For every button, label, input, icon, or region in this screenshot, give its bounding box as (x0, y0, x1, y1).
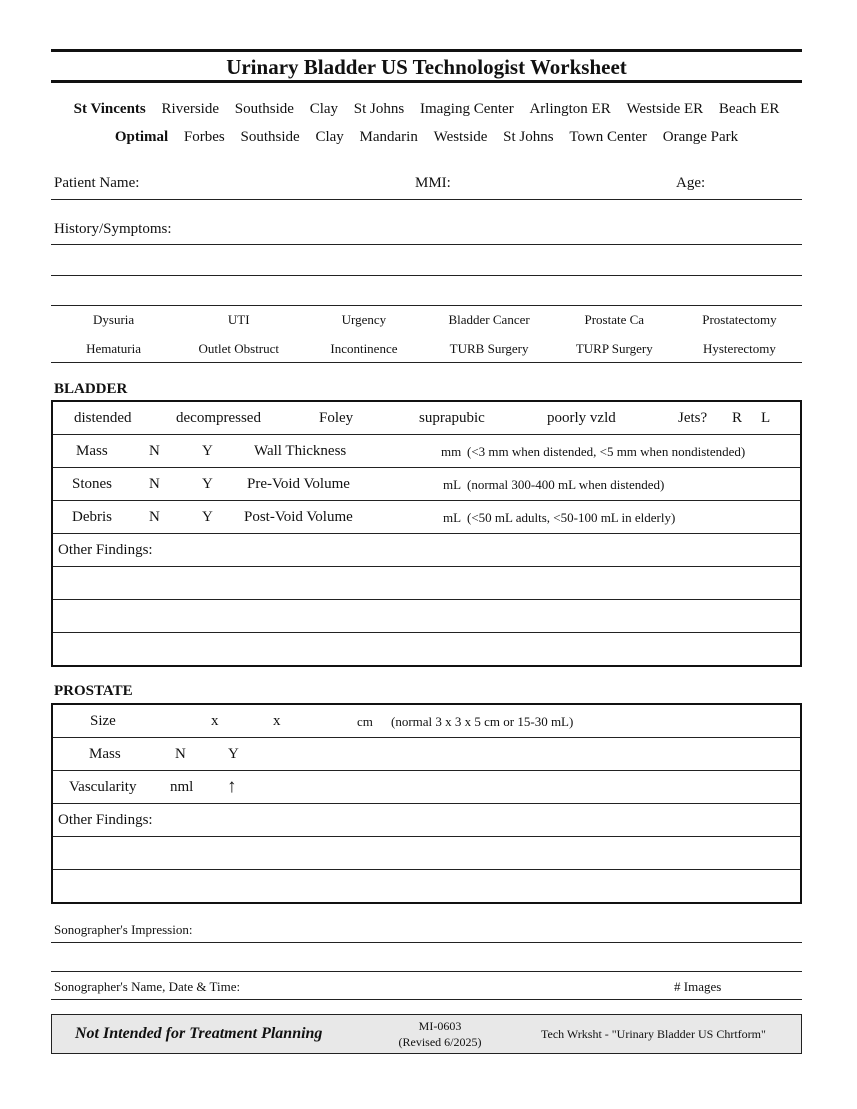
conditions-line (51, 362, 802, 363)
site-row-st-vincents (51, 101, 802, 118)
status-decompressed[interactable]: decompressed (176, 410, 261, 426)
bladder-box (51, 400, 802, 667)
size-x-2: x (273, 713, 281, 729)
history-line-3 (51, 305, 802, 306)
post-void-note: (<50 mL adults, <50-100 mL in elderly) (467, 510, 676, 525)
site-option[interactable]: Westside ER (626, 101, 704, 117)
prostate-size-row (53, 705, 800, 738)
size-note: (normal 3 x 3 x 5 cm or 15-30 mL) (391, 714, 574, 729)
images-count-label: # Images (674, 979, 722, 994)
site-option[interactable]: Town Center (569, 129, 648, 145)
site-option[interactable]: St Johns (503, 129, 554, 145)
arrow-up-icon[interactable]: ↑ (227, 776, 237, 797)
prostate-mass-row (53, 738, 800, 771)
bladder-heading: BLADDER (54, 381, 128, 397)
wall-thickness-unit: mm (441, 444, 462, 459)
footer-revised: (Revised 6/2025) (398, 1035, 482, 1049)
prostate-heading: PROSTATE (54, 683, 133, 699)
history-line-1 (51, 244, 802, 245)
post-void-label: Post-Void Volume (244, 509, 353, 525)
status-suprapubic[interactable]: suprapubic (419, 410, 485, 426)
bladder-blank-row[interactable] (53, 600, 800, 633)
site-option[interactable]: Forbes (183, 129, 225, 145)
footer-disclaimer: Not Intended for Treatment Planning (75, 1025, 323, 1042)
vascularity-normal[interactable]: nml (170, 779, 194, 795)
prostate-other-findings-label: Other Findings: (58, 812, 153, 828)
site-option[interactable]: Beach ER (718, 101, 780, 117)
prostate-mass-yes[interactable]: Y (228, 746, 239, 762)
prostate-blank-row[interactable] (53, 870, 800, 902)
condition-option[interactable]: Dysuria (93, 312, 135, 327)
stones-yes[interactable]: Y (202, 476, 213, 492)
site-option[interactable]: Imaging Center (419, 101, 514, 117)
impression-line-1 (51, 942, 802, 943)
size-x-1: x (211, 713, 219, 729)
site-group-optimal: Optimal (114, 129, 169, 145)
condition-option[interactable]: Outlet Obstruct (198, 341, 280, 356)
site-option[interactable]: Orange Park (662, 129, 739, 145)
site-row-optimal (51, 129, 802, 146)
condition-option[interactable]: Incontinence (330, 341, 398, 356)
debris-no[interactable]: N (149, 509, 160, 525)
prostate-blank-row[interactable] (53, 837, 800, 870)
status-distended[interactable]: distended (74, 410, 132, 426)
condition-option[interactable]: Hematuria (86, 341, 142, 356)
signoff-label: Sonographer's Name, Date & Time: (54, 979, 241, 994)
condition-option[interactable]: Bladder Cancer (448, 312, 530, 327)
title-bottom-rule (51, 80, 802, 83)
title-top-rule (51, 49, 802, 52)
mass-label: Mass (76, 443, 108, 459)
footer-bar (51, 1014, 802, 1054)
prostate-vascularity-row (53, 771, 800, 804)
site-option[interactable]: Southside (240, 129, 300, 145)
site-option[interactable]: Riverside (161, 101, 220, 117)
impression-label: Sonographer's Impression: (54, 922, 193, 937)
site-option[interactable]: St Johns (353, 101, 405, 117)
site-option[interactable]: Southside (234, 101, 294, 117)
site-option[interactable]: Clay (315, 129, 344, 145)
prostate-mass-no[interactable]: N (175, 746, 186, 762)
debris-label: Debris (72, 509, 112, 525)
age-label: Age: (676, 175, 706, 191)
history-line-2 (51, 275, 802, 276)
site-group-st-vincents: St Vincents (73, 101, 146, 117)
jets-right[interactable]: R (732, 410, 743, 426)
impression-line-2 (51, 971, 802, 972)
post-void-unit: mL (443, 510, 462, 525)
patient-line (51, 199, 802, 200)
pre-void-note: (normal 300-400 mL when distended) (467, 477, 665, 492)
vascularity-label: Vascularity (69, 779, 137, 795)
debris-yes[interactable]: Y (202, 509, 213, 525)
conditions-row-1 (51, 312, 802, 328)
stones-no[interactable]: N (149, 476, 160, 492)
footer-form-id: MI-0603 (418, 1019, 462, 1033)
condition-option[interactable]: Hysterectomy (702, 341, 776, 356)
bladder-status-row (53, 402, 800, 435)
condition-option[interactable]: UTI (227, 312, 250, 327)
bladder-debris-row (53, 501, 800, 534)
bladder-mass-row (53, 435, 800, 468)
site-option[interactable]: Arlington ER (529, 101, 611, 117)
prostate-mass-label: Mass (89, 746, 121, 762)
mmi-label: MMI: (415, 175, 451, 191)
condition-option[interactable]: Prostatectomy (702, 312, 777, 327)
mass-no[interactable]: N (149, 443, 160, 459)
patient-name-label: Patient Name: (54, 175, 140, 191)
footer-form-name: Tech Wrksht - "Urinary Bladder US Chrtform" (541, 1027, 766, 1041)
condition-option[interactable]: Prostate Ca (584, 312, 645, 327)
history-label: History/Symptoms: (54, 221, 172, 237)
bladder-other-findings-label: Other Findings: (58, 542, 153, 558)
site-option[interactable]: Mandarin (359, 129, 418, 145)
bladder-blank-row[interactable] (53, 633, 800, 665)
size-unit: cm (357, 714, 373, 729)
jets-label: Jets? (678, 410, 708, 426)
stones-label: Stones (72, 476, 113, 492)
condition-option[interactable]: TURB Surgery (449, 341, 529, 356)
pre-void-label: Pre-Void Volume (247, 476, 350, 492)
bladder-blank-row[interactable] (53, 567, 800, 600)
bladder-other-findings-row[interactable] (53, 534, 800, 567)
prostate-box (51, 703, 802, 904)
worksheet-title: Urinary Bladder US Technologist Worksheet (226, 55, 627, 79)
pre-void-unit: mL (443, 477, 462, 492)
wall-thickness-label: Wall Thickness (254, 443, 347, 459)
size-label: Size (90, 713, 116, 729)
bladder-stones-row (53, 468, 800, 501)
site-option[interactable]: Clay (309, 101, 339, 117)
mass-yes[interactable]: Y (202, 443, 213, 459)
jets-left[interactable]: L (761, 410, 771, 426)
wall-thickness-note: (<3 mm when distended, <5 mm when nondistended) (467, 444, 746, 459)
status-foley[interactable]: Foley (319, 410, 354, 426)
prostate-other-findings-row[interactable] (53, 804, 800, 837)
site-option[interactable]: Westside (433, 129, 488, 145)
condition-option[interactable]: TURP Surgery (575, 341, 653, 356)
condition-option[interactable]: Urgency (341, 312, 387, 327)
conditions-row-2 (51, 341, 802, 357)
status-poorly-visualized[interactable]: poorly vzld (547, 410, 616, 426)
signoff-line (51, 999, 802, 1000)
